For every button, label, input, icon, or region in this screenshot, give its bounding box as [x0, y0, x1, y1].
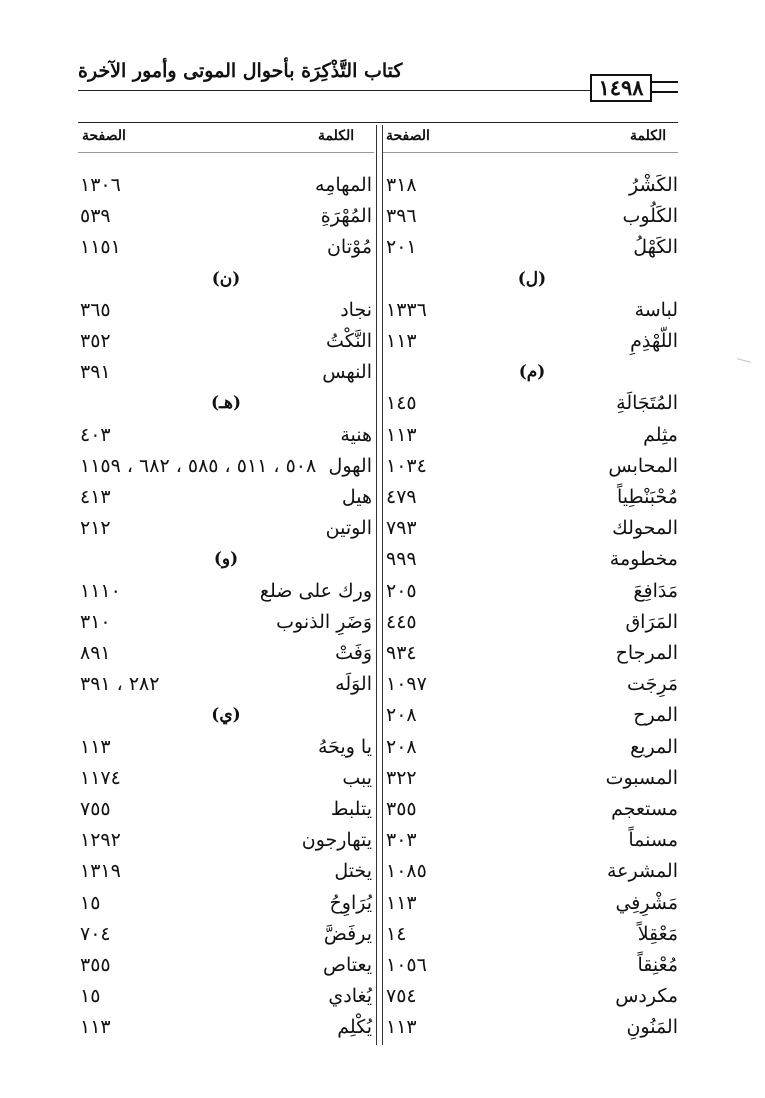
entry-page: ١٤	[386, 922, 407, 945]
entry-page: ١٠٣٤	[386, 454, 427, 477]
entry-word: المرح	[633, 704, 678, 727]
index-entry	[386, 888, 678, 918]
index-entry	[80, 950, 372, 980]
section-heading: (ل)	[517, 268, 547, 289]
entry-word: الكَشْرُ	[629, 174, 678, 196]
entry-word: مُوْتان	[326, 236, 372, 259]
entry-word: المَنُونِ	[626, 1016, 678, 1039]
entry-page: ٣٢٢	[386, 766, 417, 789]
index-entry	[80, 763, 372, 793]
entry-word: هنية	[340, 423, 372, 446]
index-entry	[80, 1012, 372, 1042]
entry-page: ٥٠٨ ، ٥١١ ، ٥٨٥ ، ٦٨٢ ، ١١٥٩	[80, 454, 317, 477]
index-entry	[80, 825, 372, 855]
book-title: كتاب التَّذْكِرَة بأحوال الموتى وأمور الآخرة	[78, 60, 403, 82]
entry-word: مَعْقِلاً	[637, 922, 678, 945]
section-letter	[80, 544, 372, 574]
index-entry	[386, 950, 678, 980]
section-heading: (و)	[213, 549, 239, 570]
index-entry	[80, 638, 372, 668]
index-entry	[386, 513, 678, 543]
index-entry	[386, 919, 678, 949]
entry-page: ٥٣٩	[80, 205, 111, 228]
entry-page: ١١٣	[386, 330, 417, 352]
page-header	[78, 60, 678, 100]
index-entry	[386, 763, 678, 793]
index-entry	[80, 170, 372, 200]
entry-page: ٧٥٥	[80, 798, 111, 820]
entry-word: يا ويحَهُ	[317, 735, 372, 758]
entry-word: مكردس	[615, 985, 678, 1008]
entry-word: المَرَاق	[625, 610, 678, 633]
index-entry	[80, 420, 372, 450]
index-entry	[80, 888, 372, 918]
entry-word: مَرِجَت	[626, 673, 678, 696]
entry-page: ٣٩٦	[386, 205, 417, 228]
entry-word: مثِلم	[643, 423, 678, 446]
index-entry	[386, 544, 678, 574]
entry-page: ٣١٠	[80, 610, 111, 633]
section-heading: (ن)	[211, 268, 241, 289]
section-letter	[386, 264, 678, 294]
index-entry	[80, 357, 372, 387]
entry-page: ١٣٣٦	[386, 298, 427, 321]
entry-page: ٤١٣	[80, 486, 111, 508]
entry-word: مُعْنِقاً	[637, 954, 678, 976]
entry-page: ١٥	[80, 891, 101, 914]
entry-page: ٢٠٥	[386, 579, 417, 602]
entry-page: ٢٠٨	[386, 704, 417, 727]
entry-page: ١١٣	[386, 891, 417, 914]
entry-word: المهامِه	[315, 174, 372, 196]
left-page-label: الصفحة	[82, 128, 126, 144]
entry-page: ٢٠٨	[386, 735, 417, 758]
entry-word: المُهْرَةِ	[320, 205, 372, 228]
entry-page: ١٣٠٦	[80, 174, 121, 196]
index-entry	[80, 326, 372, 356]
entry-page: ٤٧٩	[386, 486, 417, 508]
entry-page: ٣١٨	[386, 174, 417, 196]
entry-page: ١٠٩٧	[386, 673, 427, 696]
header-rule	[78, 122, 678, 123]
section-letter	[80, 700, 372, 730]
entry-word: المحابس	[608, 454, 678, 477]
index-entry	[386, 794, 678, 824]
entry-page: ٨٩١	[80, 642, 111, 664]
page-number-ornament	[650, 81, 678, 93]
entry-page: ٢٨٢ ، ٣٩١	[80, 673, 160, 696]
entry-word: المرجاح	[615, 642, 678, 664]
index-entry	[80, 919, 372, 949]
index-entry	[386, 388, 678, 418]
index-entry	[386, 825, 678, 855]
entry-page: ١٤٥	[386, 392, 417, 415]
page-number: ١٤٩٨	[590, 74, 652, 102]
entry-page: ١١٣	[80, 735, 111, 758]
entry-word: مخطومة	[609, 548, 678, 571]
entry-word: يُغادي	[328, 985, 372, 1008]
index-entry	[80, 794, 372, 824]
entry-page: ٣٦٥	[80, 298, 111, 321]
entry-page: ٣٩١	[80, 361, 111, 384]
entry-word: المسبوت	[605, 766, 678, 789]
entry-word: وَضَرِ الذنوب	[276, 610, 372, 633]
index-entry	[386, 232, 678, 262]
entry-page: ٢٠١	[386, 236, 417, 259]
entry-page: ٧٩٣	[386, 517, 417, 540]
section-heading: (هـ)	[210, 393, 242, 414]
index-entry	[386, 669, 678, 699]
index-entry	[386, 1012, 678, 1042]
entry-word: يتهارجون	[301, 829, 372, 852]
entry-word: يختل	[334, 860, 372, 883]
entry-page: ٣٠٣	[386, 829, 417, 852]
entry-word: مستعجم	[611, 798, 678, 820]
margin-mark	[737, 358, 751, 363]
section-heading: (ي)	[211, 705, 241, 726]
entry-page: ١١٧٤	[80, 766, 121, 789]
entry-word: الكَهْلُ	[633, 236, 678, 259]
entry-word: الكَلُوب	[622, 205, 678, 228]
entry-page: ٣٥٢	[80, 330, 111, 352]
right-page-label: الصفحة	[386, 128, 430, 144]
entry-word: نجاد	[340, 298, 372, 321]
entry-word: هيل	[341, 486, 372, 508]
entry-word: اللّهْذِمِ	[630, 330, 678, 352]
column-divider	[376, 125, 383, 1045]
section-heading: (م)	[518, 362, 546, 383]
index-entry	[386, 981, 678, 1011]
index-entry	[80, 295, 372, 325]
index-entry	[386, 326, 678, 356]
entry-word: المُتَجَالَةِ	[616, 392, 678, 415]
index-entry	[386, 638, 678, 668]
entry-page: ١٣١٩	[80, 860, 121, 883]
index-entry	[80, 732, 372, 762]
index-entry	[386, 420, 678, 450]
entry-word: النَّكْتُ	[326, 330, 372, 352]
index-entry	[80, 981, 372, 1011]
entry-page: ١٠٥٦	[386, 954, 427, 976]
entry-word: المشرعة	[606, 860, 678, 883]
entry-page: ٩٩٩	[386, 548, 417, 571]
entry-word: المريع	[630, 735, 678, 758]
index-entry	[386, 700, 678, 730]
right-header-rule	[383, 152, 678, 153]
entry-page: ١٠٨٥	[386, 860, 427, 883]
section-letter	[386, 357, 678, 387]
entry-word: لباسة	[634, 298, 678, 321]
entry-word: ورك على ضلع	[259, 579, 372, 602]
section-letter	[80, 388, 372, 418]
entry-page: ١١٣	[80, 1016, 111, 1039]
entry-word: مُحْبَنْطِياً	[616, 486, 678, 508]
index-entry	[80, 607, 372, 637]
entry-word: الهول	[328, 454, 372, 477]
entry-page: ٩٣٤	[386, 642, 417, 664]
entry-page: ٢١٢	[80, 517, 111, 540]
index-entry	[80, 669, 372, 699]
entry-word: يُرَاوِحُ	[329, 891, 372, 914]
index-entry	[80, 201, 372, 231]
entry-page: ٤٤٥	[386, 610, 417, 633]
index-entry	[386, 856, 678, 886]
entry-word: يتلبط	[330, 798, 372, 820]
entry-word: الوَلَه	[335, 673, 372, 696]
index-entry	[386, 295, 678, 325]
entry-word: مسنماً	[628, 829, 678, 852]
entry-word: يُكْلِم	[337, 1016, 372, 1039]
entry-page: ٧٠٤	[80, 922, 111, 945]
title-underline	[78, 90, 591, 91]
section-letter	[80, 264, 372, 294]
entry-word: مَشْرِفِي	[615, 891, 678, 914]
entry-page: ١١١٠	[80, 579, 121, 602]
entry-page: ٣٥٥	[80, 954, 111, 976]
left-word-label: الكلمة	[318, 128, 355, 144]
index-entry	[80, 576, 372, 606]
entry-word: النهس	[322, 361, 372, 384]
entry-word: مَدَافِعَ	[633, 579, 678, 602]
index-entry	[386, 201, 678, 231]
entry-word: يبب	[342, 766, 372, 789]
index-entry	[386, 170, 678, 200]
index-entry	[80, 513, 372, 543]
index-entry	[80, 232, 372, 262]
entry-page: ١١٣	[386, 1016, 417, 1039]
index-entry	[386, 732, 678, 762]
index-entry	[386, 482, 678, 512]
entry-page: ١١٥١	[80, 236, 121, 259]
index-entry	[386, 576, 678, 606]
entry-page: ١١٣	[386, 423, 417, 446]
index-entry	[80, 451, 372, 481]
index-entry	[80, 482, 372, 512]
entry-word: يرفَضَّ	[323, 922, 372, 945]
entry-word: الوتين	[325, 517, 372, 540]
entry-word: المحولك	[612, 517, 678, 540]
left-header-rule	[78, 152, 374, 153]
index-entry	[386, 451, 678, 481]
entry-page: ٧٥٤	[386, 985, 417, 1008]
entry-page: ١٢٩٢	[80, 829, 121, 852]
index-entry	[386, 607, 678, 637]
index-entry	[80, 856, 372, 886]
entry-word: وَفَتْ	[335, 642, 372, 664]
entry-page: ٤٠٣	[80, 423, 111, 446]
entry-word: يعتاص	[323, 954, 372, 976]
entry-page: ١٥	[80, 985, 101, 1008]
right-word-label: الكلمة	[630, 128, 667, 144]
entry-page: ٣٥٥	[386, 798, 417, 820]
